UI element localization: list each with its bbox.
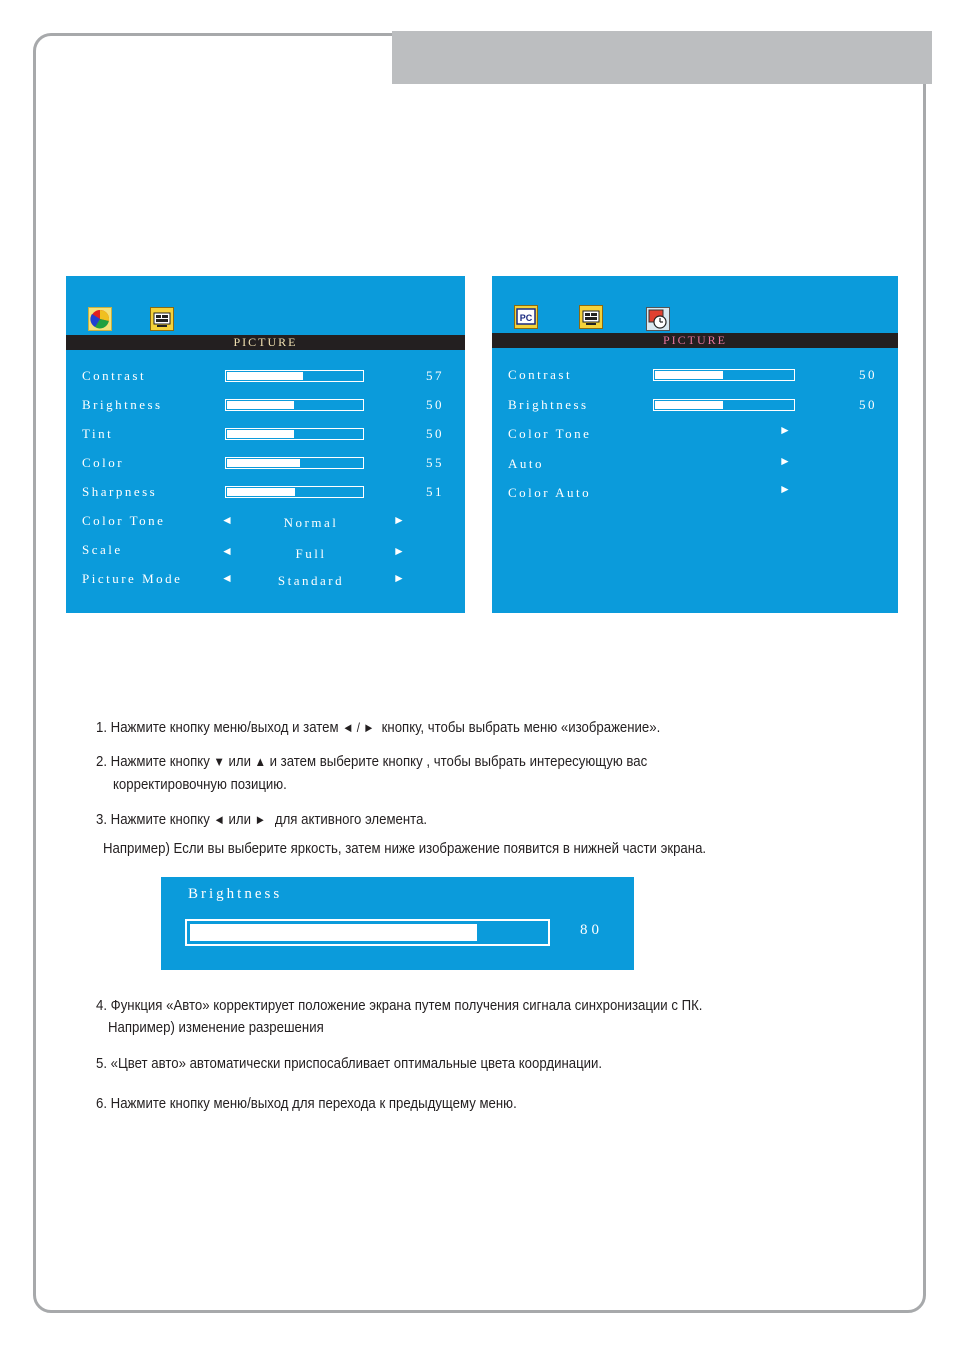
brightness-row[interactable] — [492, 397, 898, 417]
step-text: 6. Нажмите кнопку меню/выход для перехода к предыдущему меню. — [96, 1095, 517, 1112]
step-4 — [96, 995, 702, 1017]
row-label: Brightness — [82, 397, 163, 412]
row-label: Color Auto — [508, 485, 592, 500]
row-label: Contrast — [82, 368, 147, 383]
row-label: Scale — [82, 542, 123, 557]
step-text: или — [228, 753, 251, 770]
color-tone-row[interactable] — [492, 423, 898, 446]
arrow-right-icon[interactable]: ► — [393, 513, 405, 527]
brightness-popup-bar[interactable] — [185, 919, 550, 946]
row-label: Color Tone — [508, 426, 592, 441]
arrow-right-icon[interactable]: ► — [779, 482, 791, 496]
brightness-bar[interactable] — [653, 399, 795, 411]
step-text: для активного элемента. — [274, 811, 428, 828]
row-value: 50 — [426, 426, 444, 441]
tint-bar[interactable] — [225, 428, 364, 440]
timer-tab-icon[interactable] — [646, 307, 670, 331]
svg-text:PC: PC — [519, 313, 533, 323]
contrast-row[interactable] — [66, 368, 465, 388]
row-label: Color — [82, 455, 125, 470]
step-1 — [96, 717, 660, 739]
row-value: 50 — [859, 367, 877, 382]
color-bar[interactable] — [225, 457, 364, 469]
header-bar — [392, 31, 932, 84]
brightness-bar[interactable] — [225, 399, 364, 411]
row-label: Tint — [82, 426, 114, 441]
step-text: 4. Функция «Авто» корректирует положение экрана путем получения сигнала синхронизации с ПК. — [96, 997, 703, 1014]
left-arrow-icon: ◄ — [213, 812, 225, 827]
step-text: корректировочную позицию. — [113, 776, 287, 793]
step-3 — [96, 809, 427, 831]
bar-fill — [227, 459, 300, 467]
step-text: или — [228, 811, 251, 828]
menu-title: PICTURE — [66, 335, 465, 350]
arrow-right-icon[interactable]: ► — [393, 571, 405, 585]
popup-label: Brightness — [188, 886, 283, 902]
arrow-left-icon[interactable]: ◄ — [221, 513, 233, 527]
example-text — [103, 838, 706, 860]
color-row[interactable] — [66, 455, 465, 475]
row-value: 57 — [426, 368, 444, 383]
row-label: Contrast — [508, 367, 573, 382]
step-text: 3. Нажмите кнопку — [96, 811, 210, 828]
step-2-continued — [113, 774, 287, 796]
pc-picture-menu — [492, 276, 898, 613]
row-value: 51 — [426, 484, 444, 499]
contrast-row[interactable] — [492, 367, 898, 387]
color-auto-row[interactable] — [492, 482, 898, 505]
color-tone-row[interactable] — [66, 513, 465, 533]
row-label: Color Tone — [82, 513, 166, 528]
brightness-popup — [161, 877, 634, 970]
auto-row[interactable] — [492, 456, 898, 476]
sharpness-bar[interactable] — [225, 486, 364, 498]
row-value: 50 — [859, 397, 877, 412]
row-label: Brightness — [508, 397, 589, 412]
step-text: Например) изменение разрешения — [108, 1019, 324, 1036]
down-arrow-icon: ▼ — [213, 754, 225, 769]
bar-fill — [227, 430, 294, 438]
arrow-right-icon[interactable]: ► — [393, 544, 405, 558]
row-label: Auto — [508, 456, 544, 471]
right-arrow-icon: ► — [254, 812, 266, 827]
brightness-row[interactable] — [66, 397, 465, 417]
bar-fill — [190, 924, 477, 941]
contrast-bar[interactable] — [225, 370, 364, 382]
bar-fill — [655, 371, 723, 379]
step-text: 5. «Цвет авто» автоматически приспосабливает оптимальные цвета координации. — [96, 1055, 603, 1072]
option-value: Full — [295, 546, 327, 561]
step-text: кнопку, чтобы выбрать меню «изображение». — [381, 719, 661, 736]
step-6 — [96, 1093, 517, 1115]
step-5 — [96, 1053, 602, 1075]
arrow-right-icon[interactable]: ► — [779, 423, 791, 437]
bar-fill — [227, 488, 295, 496]
left-right-arrows-icon: ◄ / ► — [342, 720, 375, 735]
scale-row[interactable] — [66, 542, 465, 562]
option-value: Standard — [277, 573, 345, 588]
step-text: и затем выберите кнопку , чтобы выбрать интересующую вас — [269, 753, 648, 770]
step-2 — [96, 751, 647, 773]
step-text: 1. Нажмите кнопку меню/выход и затем — [96, 719, 339, 736]
option-value: Normal — [283, 515, 339, 530]
tint-row[interactable] — [66, 426, 465, 446]
pc-tab-icon[interactable] — [514, 305, 538, 329]
popup-value: 80 — [580, 922, 603, 938]
bar-fill — [655, 401, 723, 409]
row-value: 55 — [426, 455, 444, 470]
picture-mode-row[interactable] — [66, 571, 465, 591]
arrow-left-icon[interactable]: ◄ — [221, 571, 233, 585]
menu-title: PICTURE — [492, 333, 898, 348]
arrow-left-icon[interactable]: ◄ — [221, 544, 233, 558]
setup-tab-icon[interactable] — [150, 307, 174, 331]
up-arrow-icon: ▲ — [254, 754, 266, 769]
sharpness-row[interactable] — [66, 484, 465, 504]
bar-fill — [227, 372, 303, 380]
bar-fill — [227, 401, 294, 409]
row-label: Sharpness — [82, 484, 158, 499]
row-label: Picture Mode — [82, 571, 183, 586]
step-text: Например) Если вы выберите яркость, затем ниже изображение появится в нижней части экрана. — [103, 840, 707, 857]
contrast-bar[interactable] — [653, 369, 795, 381]
picture-tab-icon[interactable] — [88, 307, 112, 331]
row-value: 50 — [426, 397, 444, 412]
arrow-right-icon[interactable]: ► — [779, 454, 791, 468]
step-text: 2. Нажмите кнопку — [96, 753, 210, 770]
setup-tab-icon[interactable] — [579, 305, 603, 329]
tv-picture-menu — [66, 276, 465, 613]
step-4-example — [108, 1017, 324, 1039]
page-frame — [33, 33, 926, 1313]
